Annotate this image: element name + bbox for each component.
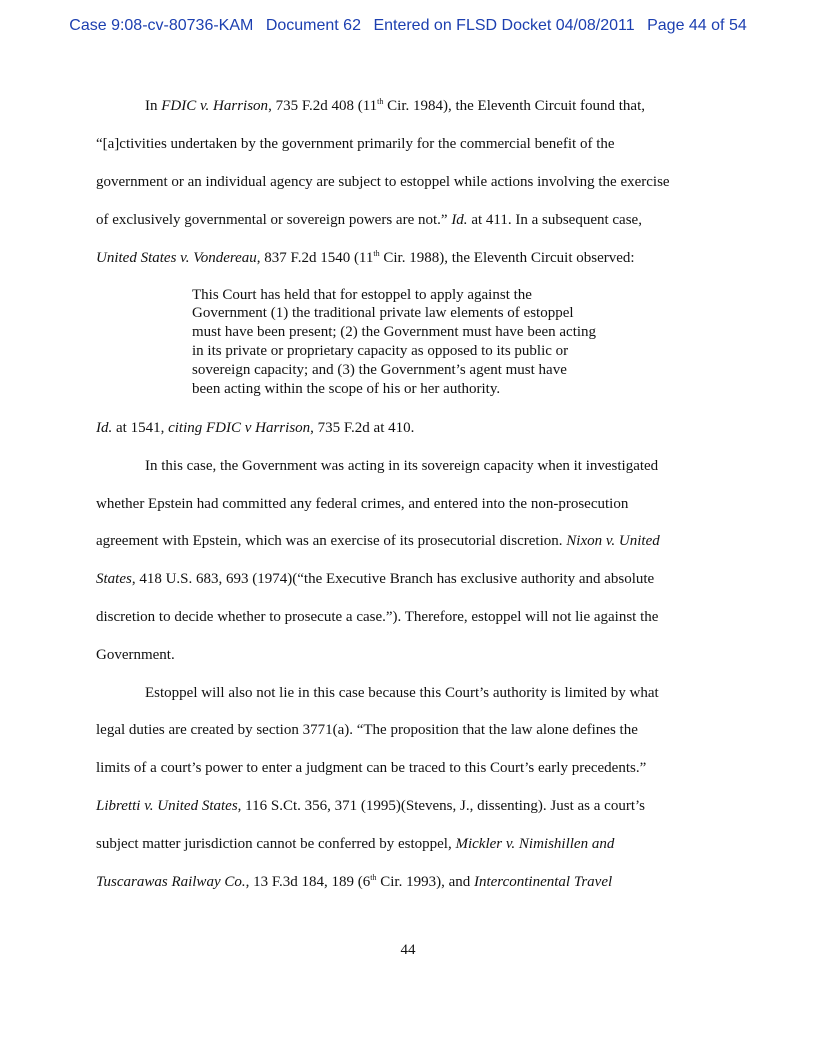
para2-line6: Government. bbox=[96, 647, 175, 663]
para3-line3: limits of a court’s power to enter a judgment can be traced to this Court’s early precedents.” bbox=[96, 760, 647, 776]
para1-line2: “[a]ctivities undertaken by the government primarily for the commercial benefit of the bbox=[96, 136, 615, 152]
case-name: Intercontinental Travel bbox=[473, 874, 613, 890]
blockquote-line: sovereign capacity; and (3) the Government’s agent must have bbox=[192, 362, 567, 378]
para3-line2: legal duties are created by section 3771(a). “The proposition that the law alone defines the bbox=[96, 722, 638, 738]
blockquote-line: been acting within the scope of his or her authority. bbox=[192, 381, 501, 397]
para2-line5: discretion to decide whether to prosecute a case.”). Therefore, estoppel will not lie against the bbox=[96, 609, 659, 625]
blockquote-line: Government (1) the traditional private law elements of estoppel bbox=[192, 305, 574, 321]
para1-line3: government or an individual agency are subject to estoppel while actions involving the exercise bbox=[96, 174, 670, 190]
case-name: States bbox=[96, 571, 132, 587]
para1-line5: United States v. Vondereau, 837 F.2d 1540 (11th Cir. 1988), the Eleventh Circuit observed: bbox=[96, 249, 635, 266]
citation-line: Id. at 1541, citing FDIC v Harrison, 735 F.2d at 410. bbox=[96, 420, 415, 436]
para1-line1: In FDIC v. Harrison, 735 F.2d 408 (11th Cir. 1984), the Eleventh Circuit found that, bbox=[145, 97, 646, 114]
blockquote-line: This Court has held that for estoppel to apply against the bbox=[192, 287, 532, 303]
para2-line3: agreement with Epstein, which was an exercise of its prosecutorial discretion. Nixon v. United bbox=[96, 533, 660, 549]
case-name: Nixon v. United bbox=[566, 533, 660, 549]
para3-line5: subject matter jurisdiction cannot be conferred by estoppel, Mickler v. Nimishillen and bbox=[96, 836, 615, 852]
para3-line1: Estoppel will also not lie in this case because this Court’s authority is limited by what bbox=[145, 685, 659, 701]
para3-line4: Libretti v. United States, 116 S.Ct. 356, 371 (1995)(Stevens, J., dissenting). Just as a court’s bbox=[96, 798, 645, 814]
page-number: 44 bbox=[400, 942, 416, 958]
docket-header bbox=[0, 17, 816, 35]
para2-line1: In this case, the Government was acting in its sovereign capacity when it investigated bbox=[145, 458, 659, 474]
blockquote-line: in its private or proprietary capacity as opposed to its public or bbox=[192, 343, 569, 359]
para1-line4: of exclusively governmental or sovereign powers are not.” Id. at 411. In a subsequent case, bbox=[96, 212, 642, 228]
id-cite: Id. bbox=[451, 212, 468, 228]
case-name: Mickler v. Nimishillen and bbox=[455, 836, 615, 852]
case-name: Tuscarawas Railway Co. bbox=[96, 874, 246, 890]
case-name: United States v. Vondereau bbox=[96, 250, 257, 266]
para2-line4: States, 418 U.S. 683, 693 (1974)(“the Executive Branch has exclusive authority and absolute bbox=[96, 571, 655, 587]
case-number: Case 9:08-cv-80736-KAM bbox=[69, 17, 254, 34]
document-number: Document 62 bbox=[265, 17, 361, 34]
case-name: FDIC v. Harrison bbox=[161, 98, 269, 114]
para3-line6: Tuscarawas Railway Co., 13 F.3d 184, 189 (6th Cir. 1993), and Intercontinental Travel bbox=[96, 873, 613, 890]
blockquote-line: must have been present; (2) the Government must have been acting bbox=[192, 324, 597, 340]
page-of-total: Page 44 of 54 bbox=[647, 17, 747, 34]
para2-line2: whether Epstein had committed any federal crimes, and entered into the non-prosecution bbox=[96, 496, 629, 512]
case-name: Libretti v. United States bbox=[96, 798, 238, 814]
docket-entry: Entered on FLSD Docket 04/08/2011 bbox=[373, 17, 635, 34]
